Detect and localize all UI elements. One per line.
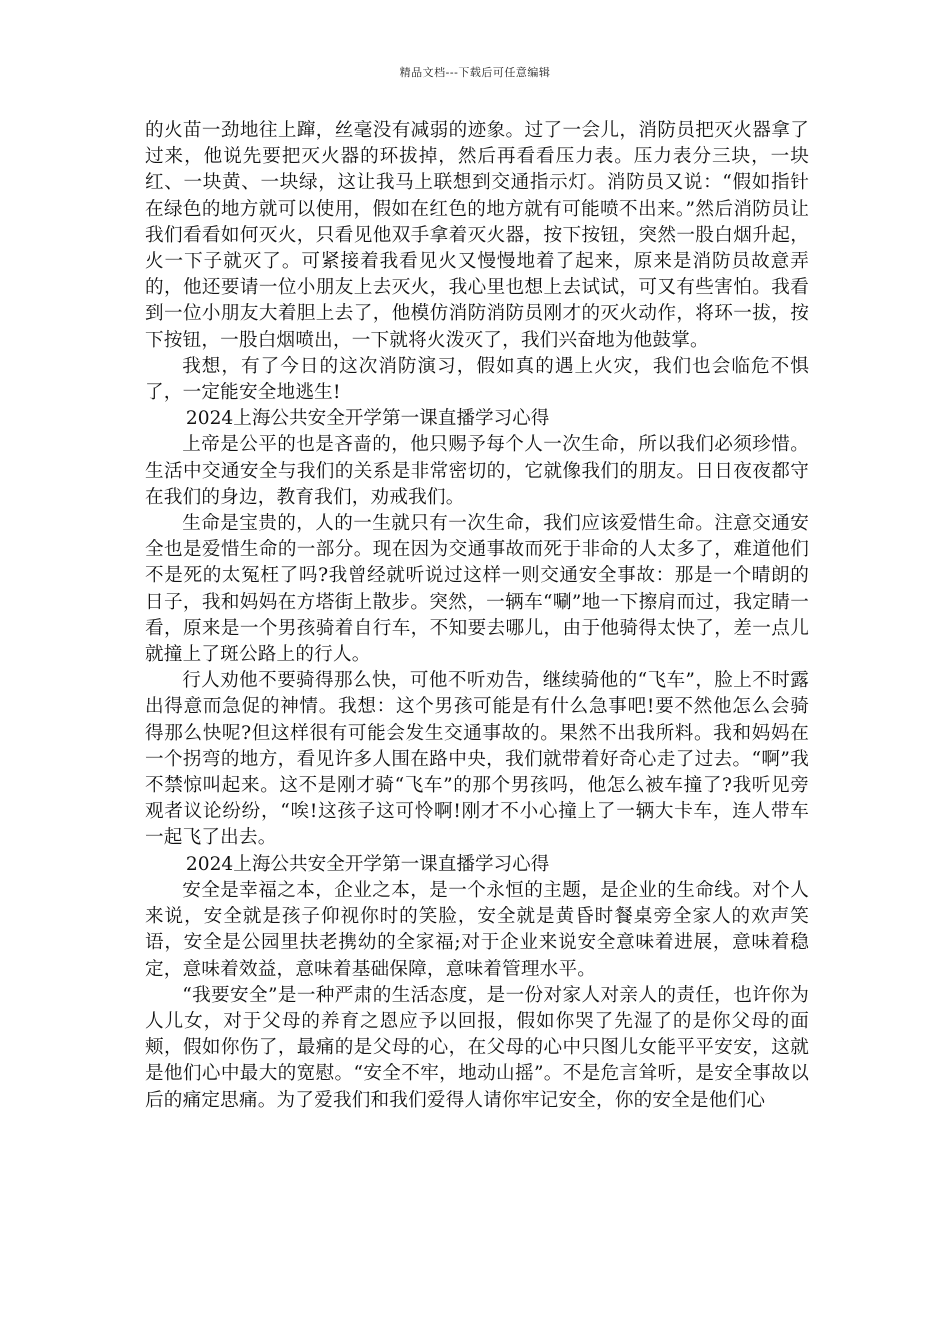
paragraph-1: 的火苗一劲地往上蹿，丝毫没有减弱的迹象。过了一会儿，消防员把灭火器拿了过来，他说先要把灭火器的环拔掉，然后再看看压力表。压力表分三块，一块红、一块黄、一块绿，这让我马上联想到交通指示灯。消防员又说：“假如指针在绿色的地方就可以使用，假如在红色的地方就有可能喷不出来。”然后消防员让我们看看如何灭火，只看见他双手拿着灭火器，按下按钮，突然一股白烟升起，火一下子就灭了。可紧接着我看见火又慢慢地着了起来，原来是消防员故意弄的，他还要请一位小朋友上去灭火，我心里也想上去试试，可又有些害怕。我看到一位小朋友大着胆上去了，他模仿消防消防员刚才的灭火动作，将环一拔，按下按钮，一股白烟喷出，一下就将火泼灭了，我们兴奋地为他鼓掌。 bbox=[145, 120, 809, 351]
paragraph-6: 安全是幸福之本，企业之本，是一个永恒的主题，是企业的生命线。对个人来说，安全就是孩子仰视你时的笑脸，安全就是黄昏时餐桌旁全家人的欢声笑语，安全是公园里扶老携幼的全家福;对于企业来说安全意味着进展，意味着稳定，意味着效益，意味着基础保障，意味着管理水平。 bbox=[145, 879, 809, 980]
section-heading-1: 2024上海公共安全开学第一课直播学习心得 bbox=[185, 408, 550, 430]
paragraph-4: 生命是宝贵的，人的一生就只有一次生命，我们应该爱惜生命。注意交通安全也是爱惜生命的一部分。现在因为交通事故而死于非命的人太多了，难道他们不是死的太冤枉了吗?我曾经就听说过这样一则交通安全事故：那是一个晴朗的日子，我和妈妈在方塔街上散步。突然，一辆车“唰”地一下擦肩而过，我定睛一看，原来是一个男孩骑着自行车，不知要去哪儿，由于他骑得太快了，差一点儿就撞上了斑公路上的行人。 bbox=[145, 513, 809, 666]
paragraph-3: 上帝是公平的也是吝啬的，他只赐予每个人一次生命，所以我们必须珍惜。生活中交通安全与我们的关系是非常密切的，它就像我们的朋友。日日夜夜都守在我们的身边，教育我们，劝戒我们。 bbox=[145, 434, 809, 508]
paragraph-2: 我想，有了今日的这次消防演习，假如真的遇上火灾，我们也会临危不惧了，一定能安全地逃生! bbox=[145, 355, 809, 404]
page-header: 精品文档---下载后可任意编辑 bbox=[399, 66, 551, 79]
section-heading-2: 2024上海公共安全开学第一课直播学习心得 bbox=[185, 853, 550, 875]
paragraph-7: “我要安全”是一种严肃的生活态度，是一份对家人对亲人的责任，也许你为人儿女，对于父母的养育之恩应予以回报，假如你哭了先湿了的是你父母的面颊，假如你伤了，最痛的是父母的心，在父母的心中只图儿女能平平安安，这就是他们心中最大的宽慰。“安全不牢，地动山摇”。不是危言耸听，是安全事故以后的痛定思痛。为了爱我们和我们爱得人请你牢记安全，你的安全是他们心 bbox=[145, 984, 809, 1111]
paragraph-5: 行人劝他不要骑得那么快，可他不听劝告，继续骑他的“飞车”，脸上不时露出得意而急促的神情。我想：这个男孩可能是有什么急事吧!要不然他怎么会骑得那么快呢?但这样很有可能会发生交通事故的。果然不出我所料。我和妈妈在一个拐弯的地方，看见许多人围在路中央，我们就带着好奇心走了过去。“啊”我不禁惊叫起来。这不是刚才骑“飞车”的那个男孩吗，他怎么被车撞了?我听见旁观者议论纷纷，“唉!这孩子这可怜啊!刚才不小心撞上了一辆大卡车，连人带车一起飞了出去。 bbox=[145, 670, 809, 849]
document-body bbox=[145, 118, 809, 1114]
